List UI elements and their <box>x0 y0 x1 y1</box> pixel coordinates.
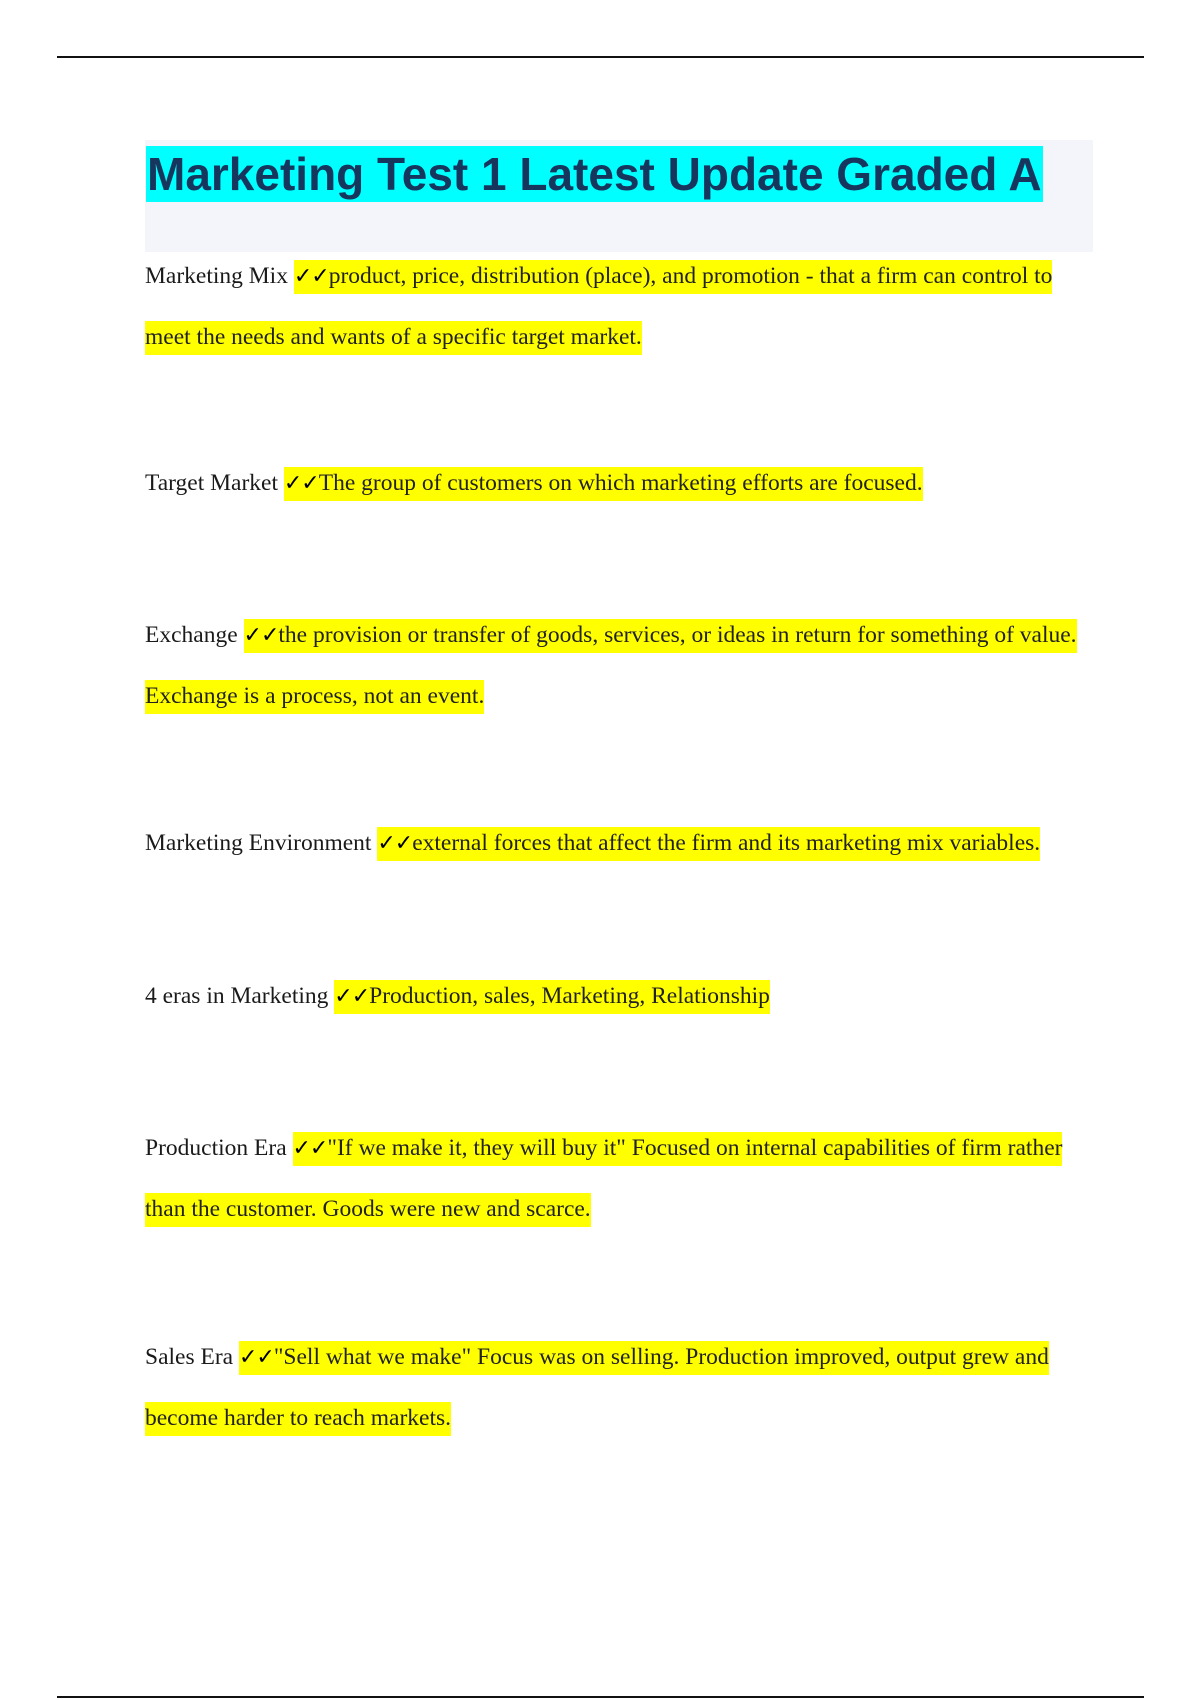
entry-target-market <box>145 453 1085 514</box>
entry-definition: The group of customers on which marketing efforts are focused. <box>318 470 923 496</box>
entry-4-eras <box>145 966 1085 1027</box>
entry-answer-highlight <box>145 1341 1049 1436</box>
entry-term: Marketing Environment <box>145 830 372 856</box>
entry-sales-era <box>145 1327 1085 1448</box>
document-title: Marketing Test 1 Latest Update Graded A <box>147 148 1042 200</box>
double-check-icon: ✓✓ <box>334 984 370 1009</box>
bottom-rule <box>57 1696 1144 1698</box>
entry-term: 4 eras in Marketing <box>145 983 329 1009</box>
entry-term: Sales Era <box>145 1344 234 1370</box>
entry-marketing-environment <box>145 813 1085 874</box>
entry-term: Marketing Mix <box>145 263 288 289</box>
entry-exchange <box>145 605 1085 726</box>
entry-definition: product, price, distribution (place), and promotion - that a firm can control to meet the needs and wants of a specific target market. <box>145 263 1053 350</box>
double-check-icon: ✓✓ <box>292 1136 328 1161</box>
entry-definition: "If we make it, they will buy it" Focused on internal capabilities of firm rather than the customer. Goods were new and scarce. <box>145 1135 1063 1222</box>
entry-definition: Production, sales, Marketing, Relationship <box>369 983 770 1009</box>
top-rule <box>57 56 1144 58</box>
double-check-icon: ✓✓ <box>377 831 413 856</box>
double-check-icon: ✓✓ <box>283 471 319 496</box>
double-check-icon: ✓✓ <box>238 1345 274 1370</box>
entry-term: Exchange <box>145 622 238 648</box>
entry-definition: external forces that affect the firm and its marketing mix variables. <box>412 830 1041 856</box>
entry-answer-highlight <box>377 827 1040 861</box>
double-check-icon: ✓✓ <box>243 623 279 648</box>
entry-definition: "Sell what we make" Focus was on selling. Production improved, output grew and become harder to reach markets. <box>145 1344 1049 1431</box>
entry-marketing-mix <box>145 246 1085 367</box>
entry-production-era <box>145 1118 1085 1239</box>
double-check-icon: ✓✓ <box>293 264 329 289</box>
entry-term: Production Era <box>145 1135 287 1161</box>
entry-answer-highlight <box>334 980 770 1014</box>
entry-answer-highlight <box>145 619 1077 714</box>
entry-answer-highlight <box>284 467 923 501</box>
entry-term: Target Market <box>145 470 278 496</box>
entry-definition: the provision or transfer of goods, services, or ideas in return for something of value. Exchange is a process, not an event. <box>145 622 1077 709</box>
